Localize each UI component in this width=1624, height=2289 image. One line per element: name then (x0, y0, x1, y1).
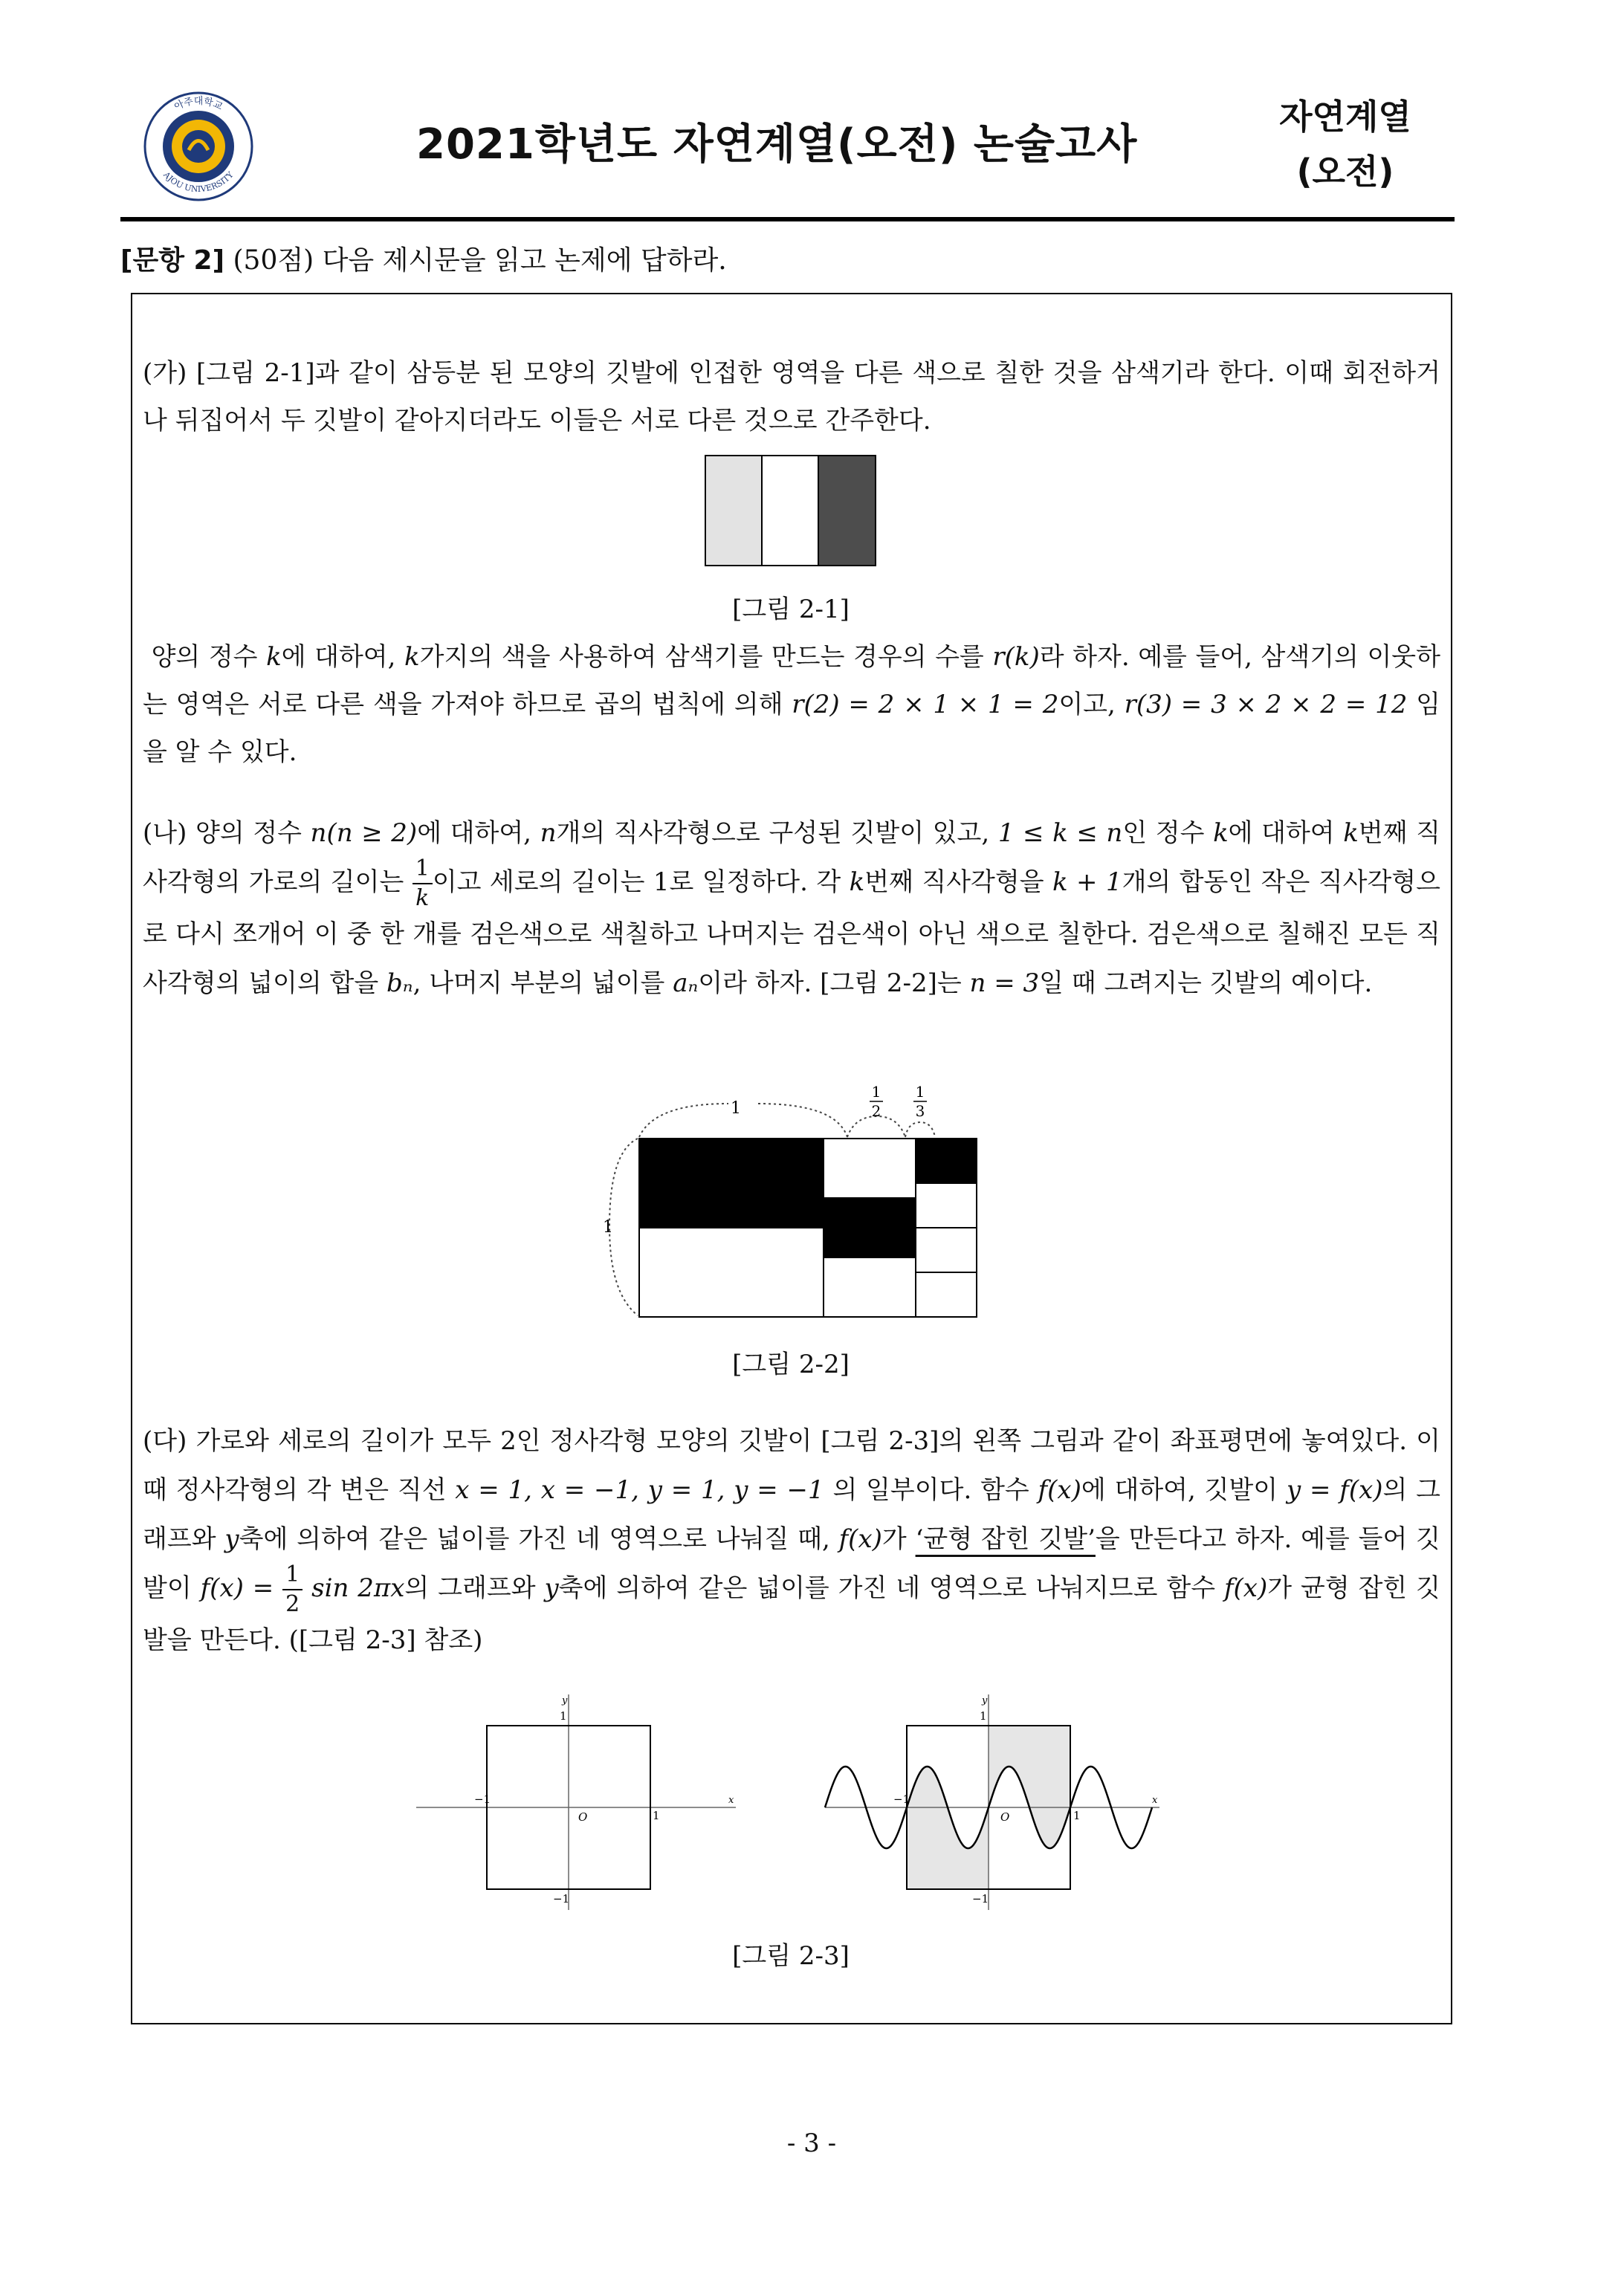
flag-stripe-light (705, 456, 762, 566)
figure-2-2-caption: [그림 2-2] (732, 1350, 850, 1379)
badge-line-2: (오전) (1296, 152, 1394, 192)
section-ga-definition: 양의 정수 k에 대하여, k가지의 색을 사용하여 삼색기를 만드는 경우의 수를 r(k)라 하자. 예를 들어, 삼색기의 이웃하는 영역은 서로 다른 색을 가져야 하므로 곱의 법칙에 의해 r(2) = 2 × 1 × 1 = 2이고, r(3) = 3 × 2 × 2 = 12 임을 알 수 있다. (143, 642, 1440, 767)
figure-2-1-caption: [그림 2-1] (732, 595, 850, 624)
y-axis-label: y (982, 1695, 988, 1706)
exam-category-badge (1256, 89, 1434, 199)
section-ga-intro: (가) [그림 2-1]과 같이 삼등분 된 모양의 깃발에 인접한 영역을 다른 색으로 칠한 것을 삼색기라 한다. 이때 회전하거나 뒤집어서 두 깃발이 같아지더라도 이들은 서로 다른 것으로 간주한다. (143, 358, 1440, 436)
shaded-region-left (907, 1767, 989, 1889)
dim-width-half-num: 1 (871, 1083, 881, 1101)
question-instruction: (50점) 다음 제시문을 읽고 논제에 답하라. (224, 245, 727, 276)
rect2-top (824, 1139, 916, 1198)
flag-stripe-dark (818, 456, 876, 566)
dim-height-1: 1 (603, 1218, 613, 1237)
shaded-region-right (989, 1726, 1070, 1848)
origin-label: O (1000, 1810, 1010, 1824)
fraction-one-over-k: $\frac{1}{k}$ (413, 858, 433, 910)
badge-line-1: 자연계열 (1279, 97, 1411, 137)
exam-title: 2021학년도 자연계열(오전) 논술고사 (416, 120, 1138, 169)
page-number: - 3 - (786, 2128, 837, 2158)
origin-label: O (578, 1810, 588, 1824)
figure-2-3-caption: [그림 2-3] (732, 1941, 850, 1971)
dim-width-1: 1 (731, 1099, 741, 1118)
section-da-text: (다) 가로와 세로의 길이가 모두 2인 정사각형 모양의 깃발이 [그림 2-3]의 왼쪽 그림과 같이 좌표평면에 놓여있다. 이때 정사각형의 각 변은 직선 x = 1, x = −1, y = 1, y = −1 의 일부이다. 함수 f(x)에 대하여, 깃발이 y = f(x)의 그래프와 y축에 의하여 같은 넓이를 가진 네 영역으로 나눠질 때, f(x)가 ‘균형 잡힌 깃발’을 만든다고 하자. 예를 들어 깃발이 f(x) = $\frac{1}{2}$ sin 2πx의 그래프와 y축에 의하여 같은 넓이를 가진 네 영역으로 나눠지므로 함수 f(x)가 균형 잡힌 깃발을 만든다. ([그림 2-3] 참조) (143, 1426, 1441, 1655)
rect2-bottom (824, 1257, 916, 1317)
x-tick-1: 1 (1073, 1809, 1081, 1822)
rect2-black (824, 1198, 916, 1257)
y-tick-neg1: −1 (553, 1892, 570, 1906)
y-tick-neg1: −1 (972, 1892, 989, 1906)
rect3-black (916, 1139, 977, 1183)
x-tick-neg1: −1 (893, 1793, 910, 1806)
figure-2-2-flag-example (587, 1070, 989, 1323)
rect3-cell4 (916, 1272, 977, 1317)
header-rule (120, 217, 1455, 221)
figure-2-3-right-sine (818, 1694, 1167, 1910)
logo-year: 1973 (189, 175, 208, 183)
university-logo (143, 91, 254, 202)
x-axis-label: x (1152, 1795, 1158, 1806)
rect3-cell2 (916, 1183, 977, 1228)
logo-text-bottom: AJOU UNIVERSITY (161, 169, 236, 195)
x-axis-label: x (728, 1795, 734, 1806)
x-tick-1: 1 (653, 1809, 660, 1822)
rect1-white (639, 1228, 824, 1317)
logo-text-top: 아주대학교 (172, 96, 224, 113)
y-tick-1: 1 (560, 1709, 567, 1723)
fraction-one-half: $\frac{1}{2}$ (282, 1564, 303, 1616)
section-na-text: (나) 양의 정수 n(n ≥ 2)에 대하여, n개의 직사각형으로 구성된 깃발이 있고, 1 ≤ k ≤ n인 정수 k에 대하여 k번째 직사각형의 가로의 길이는 $\frac{1}{k}$ 이고 세로의 길이는 1로 일정하다. 각 k번째 직사각형을 k + 1개의 합동인 작은 직사각형으로 다시 쪼개어 이 중 한 개를 검은색으로 색칠하고 나머지는 검은색이 아닌 색으로 칠한다. 검은색으로 칠해진 모든 직사각형의 넓이의 합을 bₙ, 나머지 부분의 넓이를 aₙ이라 하자. [그림 2-2]는 n = 3일 때 그려지는 깃발의 예이다. (143, 818, 1440, 998)
dim-width-third-den: 3 (915, 1102, 925, 1120)
figure-2-3-left-square (416, 1694, 743, 1910)
y-axis-label: y (562, 1695, 568, 1706)
question-number: [문항 2] (120, 245, 225, 276)
balanced-flag-term: ‘균형 잡힌 깃발’ (915, 1524, 1096, 1554)
question-heading (120, 239, 727, 277)
figure-2-1-tricolor-flag (705, 455, 877, 566)
x-tick-neg1: −1 (474, 1793, 491, 1806)
y-tick-1: 1 (980, 1709, 987, 1723)
rect1-black (639, 1139, 824, 1228)
dim-width-half-den: 2 (871, 1102, 881, 1120)
flag-stripe-white (762, 456, 818, 566)
dim-width-third-num: 1 (915, 1083, 925, 1101)
rect3-cell3 (916, 1228, 977, 1272)
